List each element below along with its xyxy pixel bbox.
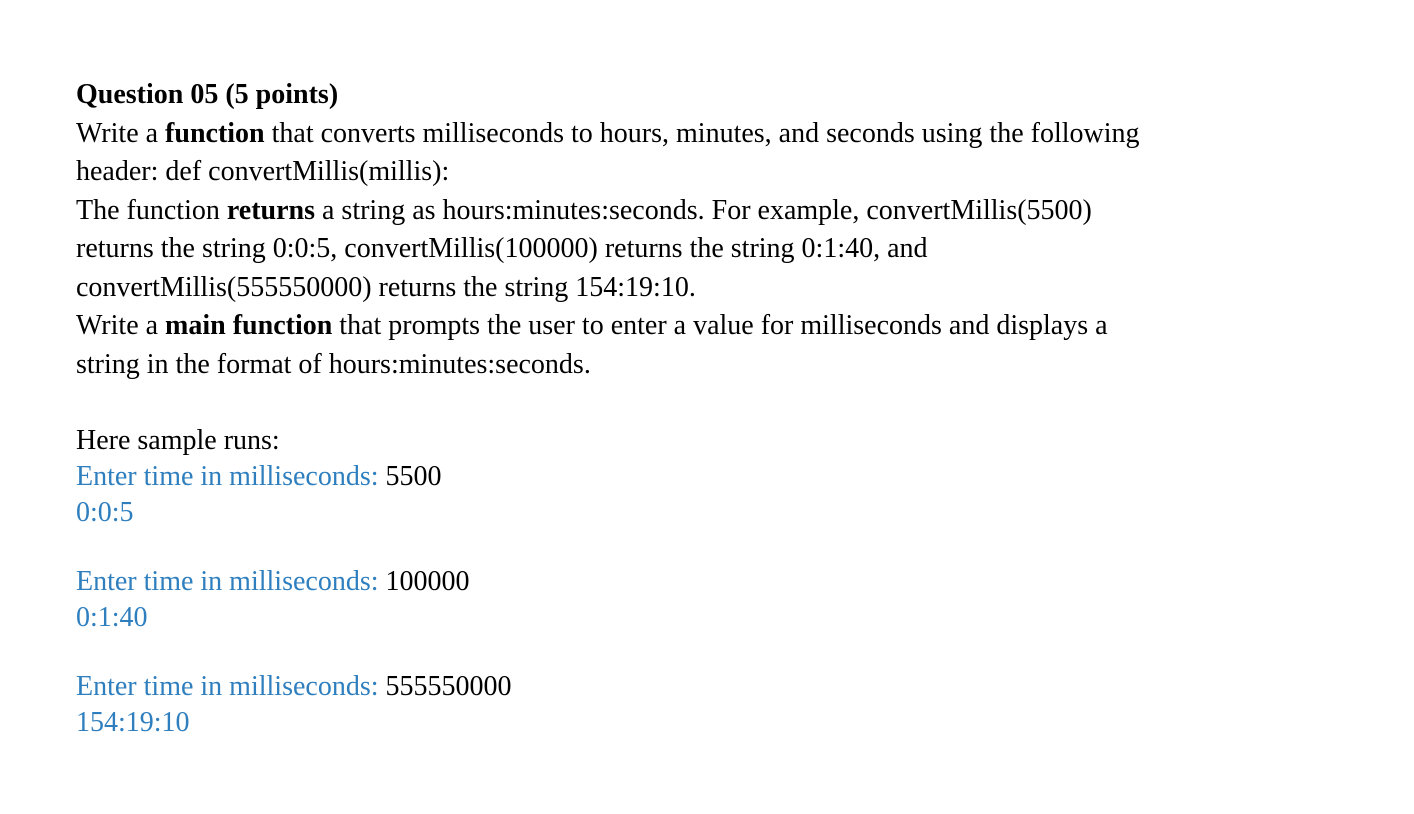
sample-run-2-output: 0:1:40 [76, 601, 148, 633]
sample-run-1 [76, 459, 1366, 531]
sample-run-1-output: 0:0:5 [76, 496, 134, 528]
p1-bold-function: function [165, 117, 265, 149]
p2-text-a: The function [76, 194, 227, 226]
p2-bold-returns: returns [226, 194, 315, 226]
paragraph-2-line-3: convertMillis(555550000) returns the string 154:19:10. [76, 271, 696, 303]
sample-run-3 [76, 669, 1366, 741]
p3-bold-main-function: main function [165, 310, 333, 341]
sample-run-3-prompt: Enter time in milliseconds: [76, 670, 386, 702]
paragraph-2-line-1 [76, 192, 1366, 231]
paragraph-3-line-1 [76, 307, 1366, 346]
sample-run-3-prompt-line [76, 669, 1366, 705]
p1-text-c: that converts milliseconds to hours, minutes, and seconds using the following [264, 117, 1140, 149]
sample-run-2-input: 100000 [385, 565, 470, 597]
paragraph-1-line-1 [76, 115, 1366, 154]
paragraph-1-line-2: header: def convertMillis(millis): [76, 156, 450, 187]
p3-text-c: that prompts the user to enter a value for milliseconds and displays a [332, 310, 1108, 341]
spacer [76, 384, 1366, 423]
sample-run-2-prompt: Enter time in milliseconds: [76, 565, 386, 597]
sample-run-1-prompt-line [76, 459, 1366, 495]
p3-text-a: Write a [76, 310, 166, 341]
question-content [76, 76, 1366, 741]
sample-run-2 [76, 564, 1366, 636]
sample-run-3-input: 555550000 [385, 670, 512, 702]
p2-text-c: a string as hours:minutes:seconds. For example, convertMillis(5500) [315, 194, 1092, 226]
sample-run-1-prompt: Enter time in milliseconds: [76, 460, 386, 492]
sample-run-1-input: 5500 [385, 460, 442, 492]
sample-run-3-output: 154:19:10 [76, 706, 190, 738]
p1-text-a: Write a [76, 117, 166, 149]
paragraph-2-line-2: returns the string 0:0:5, convertMillis(100000) returns the string 0:1:40, and [76, 233, 928, 264]
paragraph-3-line-2: string in the format of hours:minutes:seconds. [76, 348, 591, 380]
sample-run-2-prompt-line [76, 564, 1366, 600]
question-title: Question 05 (5 points) [76, 79, 339, 110]
spacer [76, 636, 1366, 669]
spacer [76, 531, 1366, 564]
samples-heading: Here sample runs: [76, 424, 280, 456]
